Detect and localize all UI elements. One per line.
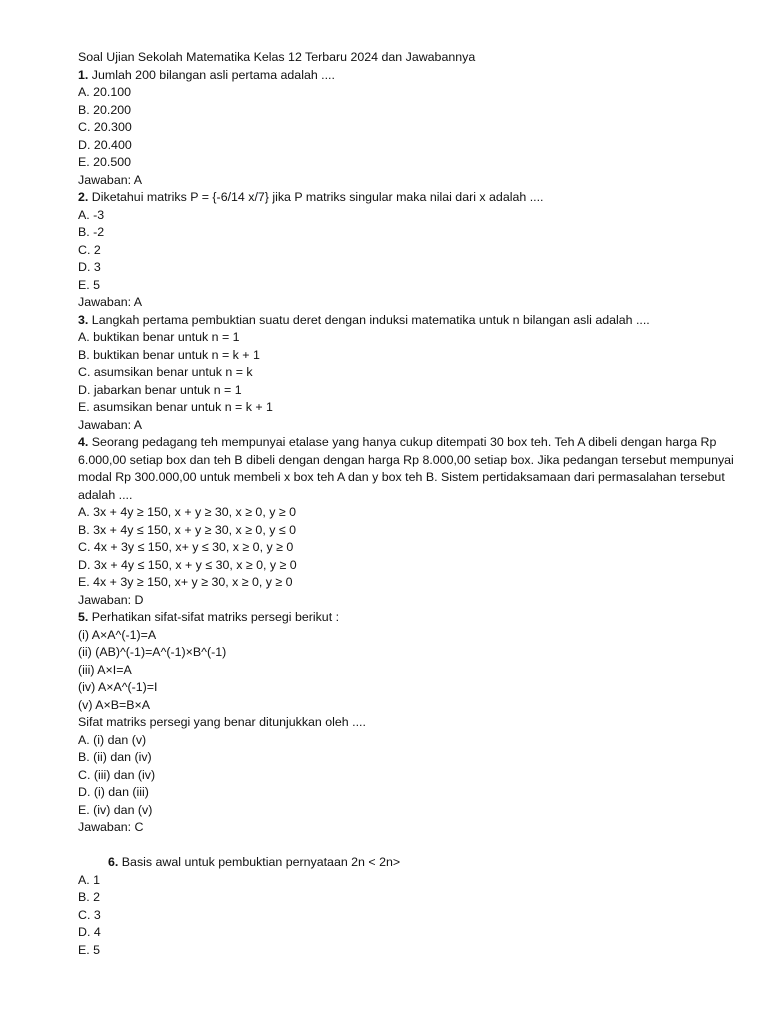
question-5	[78, 609, 738, 627]
question-1	[78, 67, 738, 85]
statement: (v) A×B=B×A	[78, 697, 150, 712]
question-text: Perhatikan sifat-sifat matriks persegi berikut :	[91, 610, 340, 624]
option: A. (i) dan (v)	[78, 732, 147, 747]
answer-line: Jawaban: A	[78, 417, 143, 432]
question-text: Seorang pedagang teh mempunyai etalase yang hanya cukup ditempati 30 box teh. Teh A dibeli dengan harga Rp 6.000,00 setiap box dan teh B dibeli dengan dengan harga Rp 8.000,00 setiap box. Jika pedangan tersebut mempunyai modal Rp 300.000,00 untuk membeli x box teh A dan y box teh B. Sistem pertidaksamaan dari permasalahan tersebut adalah ....	[78, 435, 734, 502]
question-number: 2.	[78, 190, 89, 204]
option: E. 4x + 3y ≥ 150, x+ y ≥ 30, x ≥ 0, y ≥ 0	[78, 575, 293, 589]
question-4	[78, 434, 738, 504]
option: A. 20.100	[78, 85, 132, 99]
option: E. 20.500	[78, 155, 132, 169]
question-text: Basis awal untuk pembuktian pernyataan 2n < 2n>	[121, 855, 401, 869]
statement: (iv) A×A^(-1)=I	[78, 680, 158, 694]
option: B. (ii) dan (iv)	[78, 750, 152, 764]
option: D. 20.400	[78, 137, 132, 152]
statement: (ii) (AB)^(-1)=A^(-1)×B^(-1)	[78, 645, 227, 659]
option: A. 3x + 4y ≥ 150, x + y ≥ 30, x ≥ 0, y ≥ 0	[78, 505, 296, 519]
option: E. (iv) dan (v)	[78, 802, 153, 817]
option: E. 5	[78, 942, 101, 957]
option: C. 3	[78, 907, 101, 922]
option: A. buktikan benar untuk n = 1	[78, 330, 240, 344]
document-page	[78, 49, 738, 959]
option: C. asumsikan benar untuk n = k	[78, 365, 253, 379]
question-number: 3.	[78, 312, 89, 327]
answer-line: Jawaban: A	[78, 295, 143, 309]
statement: (iii) A×I=A	[78, 662, 132, 677]
option: B. 3x + 4y ≤ 150, x + y ≥ 30, x ≥ 0, y ≤ 0	[78, 522, 296, 537]
question-text: Jumlah 200 bilangan asli pertama adalah ....	[91, 67, 335, 82]
option: E. asumsikan benar untuk n = k + 1	[78, 400, 273, 414]
option: B. -2	[78, 225, 105, 239]
statement: (i) A×A^(-1)=A	[78, 627, 157, 642]
question-text: Langkah pertama pembuktian suatu deret dengan induksi matematika untuk n bilangan asli adalah ....	[91, 312, 650, 327]
document-title: Soal Ujian Sekolah Matematika Kelas 12 Terbaru 2024 dan Jawabannya	[78, 50, 476, 64]
option: D. 3x + 4y ≤ 150, x + y ≤ 30, x ≥ 0, y ≥ 0	[78, 557, 297, 572]
question-number: 6.	[108, 855, 119, 869]
question-number: 1.	[78, 67, 89, 82]
answer-line: Jawaban: D	[78, 592, 144, 607]
option: A. -3	[78, 207, 105, 222]
option: C. 4x + 3y ≤ 150, x+ y ≤ 30, x ≥ 0, y ≥ 0	[78, 540, 294, 554]
answer-line: Jawaban: A	[78, 172, 143, 187]
option: B. buktikan benar untuk n = k + 1	[78, 347, 260, 362]
option: D. 4	[78, 925, 101, 939]
question-3	[78, 312, 738, 330]
option: E. 5	[78, 277, 101, 292]
option: B. 2	[78, 890, 101, 904]
option: C. 2	[78, 242, 101, 257]
question-number: 4.	[78, 435, 89, 449]
question-prompt: Sifat matriks persegi yang benar ditunjukkan oleh ....	[78, 715, 366, 729]
question-2	[78, 189, 738, 207]
option: C. (iii) dan (iv)	[78, 767, 156, 782]
answer-line: Jawaban: C	[78, 820, 144, 834]
question-text: Diketahui matriks P = {-6/14 x/7} jika P matriks singular maka nilai dari x adalah ....	[91, 190, 544, 204]
option: D. 3	[78, 260, 101, 274]
option: C. 20.300	[78, 120, 132, 134]
option: D. jabarkan benar untuk n = 1	[78, 382, 242, 397]
question-number: 5.	[78, 610, 89, 624]
option: D. (i) dan (iii)	[78, 785, 149, 799]
option: B. 20.200	[78, 102, 132, 117]
question-6	[78, 854, 738, 872]
option: A. 1	[78, 872, 101, 887]
blank-line	[78, 837, 738, 855]
